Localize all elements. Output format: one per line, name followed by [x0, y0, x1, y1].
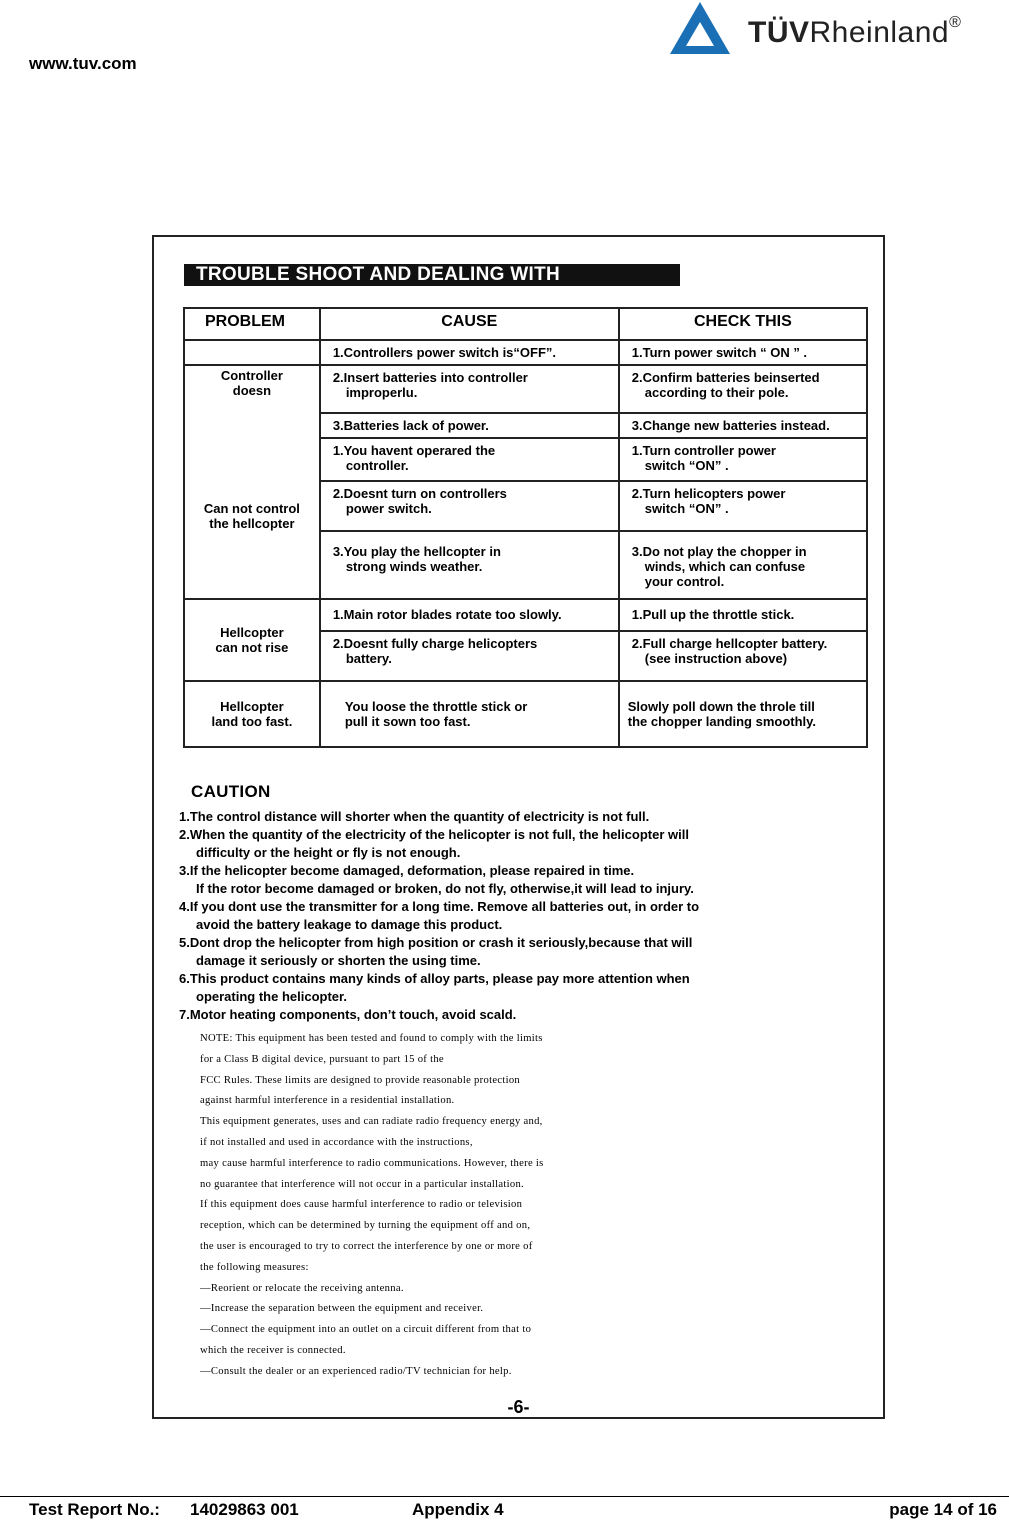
fcc-notice [200, 1029, 760, 1383]
check-text: 3.Change new batteries instead. [631, 418, 830, 433]
cause-text-cont: pull it sown too fast. [344, 714, 471, 729]
fcc-line: —Connect the equipment into an outlet on a circuit different from that to [200, 1324, 532, 1336]
problem-cannot-control: Can not control the hellcopter [184, 481, 320, 531]
caution-section [179, 782, 869, 1024]
check-text: 1.Turn controller power [631, 443, 776, 458]
check-text: 3.Do not play the chopper in [631, 544, 807, 559]
table-row [184, 599, 867, 631]
report-no-label: Test Report No.: [29, 1500, 160, 1519]
fcc-line: NOTE: This equipment has been tested and found to comply with the limits [200, 1033, 543, 1044]
table-row [184, 340, 867, 365]
check-text: Slowly poll down the throle till [627, 699, 815, 714]
caution-item: 7.Motor heating components, don’t touch, avoid scald. [179, 1007, 517, 1022]
cause-text-cont: battery. [345, 651, 392, 666]
table-row [184, 413, 867, 438]
report-no: 14029863 001 [190, 1500, 299, 1519]
fcc-line: if not installed and used in accordance with the instructions, [200, 1136, 473, 1148]
fcc-line: This equipment generates, uses and can radiate radio frequency energy and, [200, 1116, 543, 1128]
cause-text: 1.You havent operared the [332, 443, 496, 458]
problem-land-too-fast: Hellcopter land too fast. [184, 681, 320, 747]
caution-item: 5.Dont drop the helicopter from high position or crash it seriously,because that will damage it seriously or shorten the using time. [179, 935, 693, 968]
page-indicator: page 14 of 16 [889, 1500, 997, 1519]
caution-item: 2.When the quantity of the electricity of the helicopter is not full, the helicopter will difficulty or the height or fly is not enough. [179, 827, 689, 860]
appendix-label: Appendix 4 [412, 1500, 504, 1519]
cause-text: 2.Doesnt fully charge helicopters [332, 636, 538, 651]
troubleshoot-table [183, 307, 868, 748]
problem-controller: Controller doesn [184, 365, 320, 413]
cause-text: 2.Doesnt turn on controllers [332, 486, 507, 501]
fcc-line: —Consult the dealer or an experienced radio/TV technician for help. [200, 1365, 512, 1377]
fcc-line: against harmful interference in a residential installation. [200, 1095, 455, 1107]
check-text-cont: switch “ON” . [644, 458, 729, 473]
check-text: 1.Turn power switch “ ON ” . [631, 345, 808, 360]
fcc-line: may cause harmful interference to radio communications. However, there is [200, 1157, 544, 1169]
caution-item: 1.The control distance will shorter when the quantity of electricity is not full. [179, 809, 650, 824]
fcc-line: —Reorient or relocate the receiving antenna. [200, 1282, 404, 1294]
check-text: 2.Full charge hellcopter battery. [631, 636, 828, 651]
check-text-cont: (see instruction above) [644, 651, 788, 666]
cause-text-cont: strong winds weather. [345, 559, 483, 574]
tuv-logo [668, 0, 998, 58]
tuv-triangle-icon [668, 0, 732, 56]
caution-item: 3.If the helicopter become damaged, deformation, please repaired in time. If the rotor become damaged or broken, do not fly, otherwise,it will lead to injury. [179, 863, 694, 896]
cause-text-cont: controller. [345, 458, 409, 473]
table-row [184, 438, 867, 481]
logo-wordmark: TÜVRheinland® [748, 14, 962, 49]
header-problem: PROBLEM [184, 308, 320, 340]
fcc-line: FCC Rules. These limits are designed to provide reasonable protection [200, 1074, 521, 1086]
cause-text: 1.Controllers power switch is“OFF”. [332, 345, 557, 360]
cause-text: 3.Batteries lack of power. [332, 418, 489, 433]
table-row [184, 481, 867, 531]
site-url[interactable]: www.tuv.com [29, 54, 137, 73]
manual-page-number: -6- [507, 1397, 530, 1417]
check-text-cont: winds, which can confuse your control. [644, 559, 806, 589]
cause-text-cont: power switch. [345, 501, 432, 516]
header-check: CHECK THIS [619, 308, 867, 340]
check-text-cont: the chopper landing smoothly. [627, 714, 817, 729]
fcc-line: the following measures: [200, 1261, 309, 1273]
cause-text: 1.Main rotor blades rotate too slowly. [332, 607, 562, 622]
check-text: 1.Pull up the throttle stick. [631, 607, 795, 622]
fcc-line: which the receiver is connected. [200, 1344, 346, 1356]
fcc-line: —Increase the separation between the equipment and receiver. [200, 1303, 484, 1315]
check-text: 2.Confirm batteries beinserted [631, 370, 820, 385]
cause-text: 2.Insert batteries into controller [332, 370, 528, 385]
fcc-line: no guarantee that interference will not occur in a particular installation. [200, 1178, 525, 1190]
fcc-line: for a Class B digital device, pursuant to part 15 of the [200, 1053, 444, 1065]
table-header-row [184, 308, 867, 340]
table-row [184, 681, 867, 747]
cause-text: You loose the throttle stick or [344, 699, 528, 714]
table-row [184, 365, 867, 413]
problem-cannot-rise: Hellcopter can not rise [184, 599, 320, 681]
header-cause: CAUSE [320, 308, 619, 340]
troubleshoot-title: TROUBLE SHOOT AND DEALING WITH [184, 264, 680, 286]
cause-text: 3.You play the hellcopter in [332, 544, 501, 559]
fcc-line: If this equipment does cause harmful interference to radio or television [200, 1199, 523, 1211]
check-text-cont: according to their pole. [644, 385, 789, 400]
fcc-line: reception, which can be determined by turning the equipment off and on, [200, 1220, 531, 1232]
manual-page-scan [152, 235, 885, 1419]
caution-title: CAUTION [191, 782, 271, 801]
check-text-cont: switch “ON” . [644, 501, 729, 516]
caution-item: 4.If you dont use the transmitter for a long time. Remove all batteries out, in order to avoid the battery leakage to damage this product. [179, 899, 700, 932]
fcc-line: the user is encouraged to try to correct the interference by one or more of [200, 1240, 533, 1252]
report-footer [0, 1496, 1009, 1522]
caution-item: 6.This product contains many kinds of alloy parts, please pay more attention when operating the helicopter. [179, 971, 690, 1004]
check-text: 2.Turn helicopters power [631, 486, 786, 501]
table-row [184, 531, 867, 599]
cause-text-cont: improperlu. [345, 385, 418, 400]
